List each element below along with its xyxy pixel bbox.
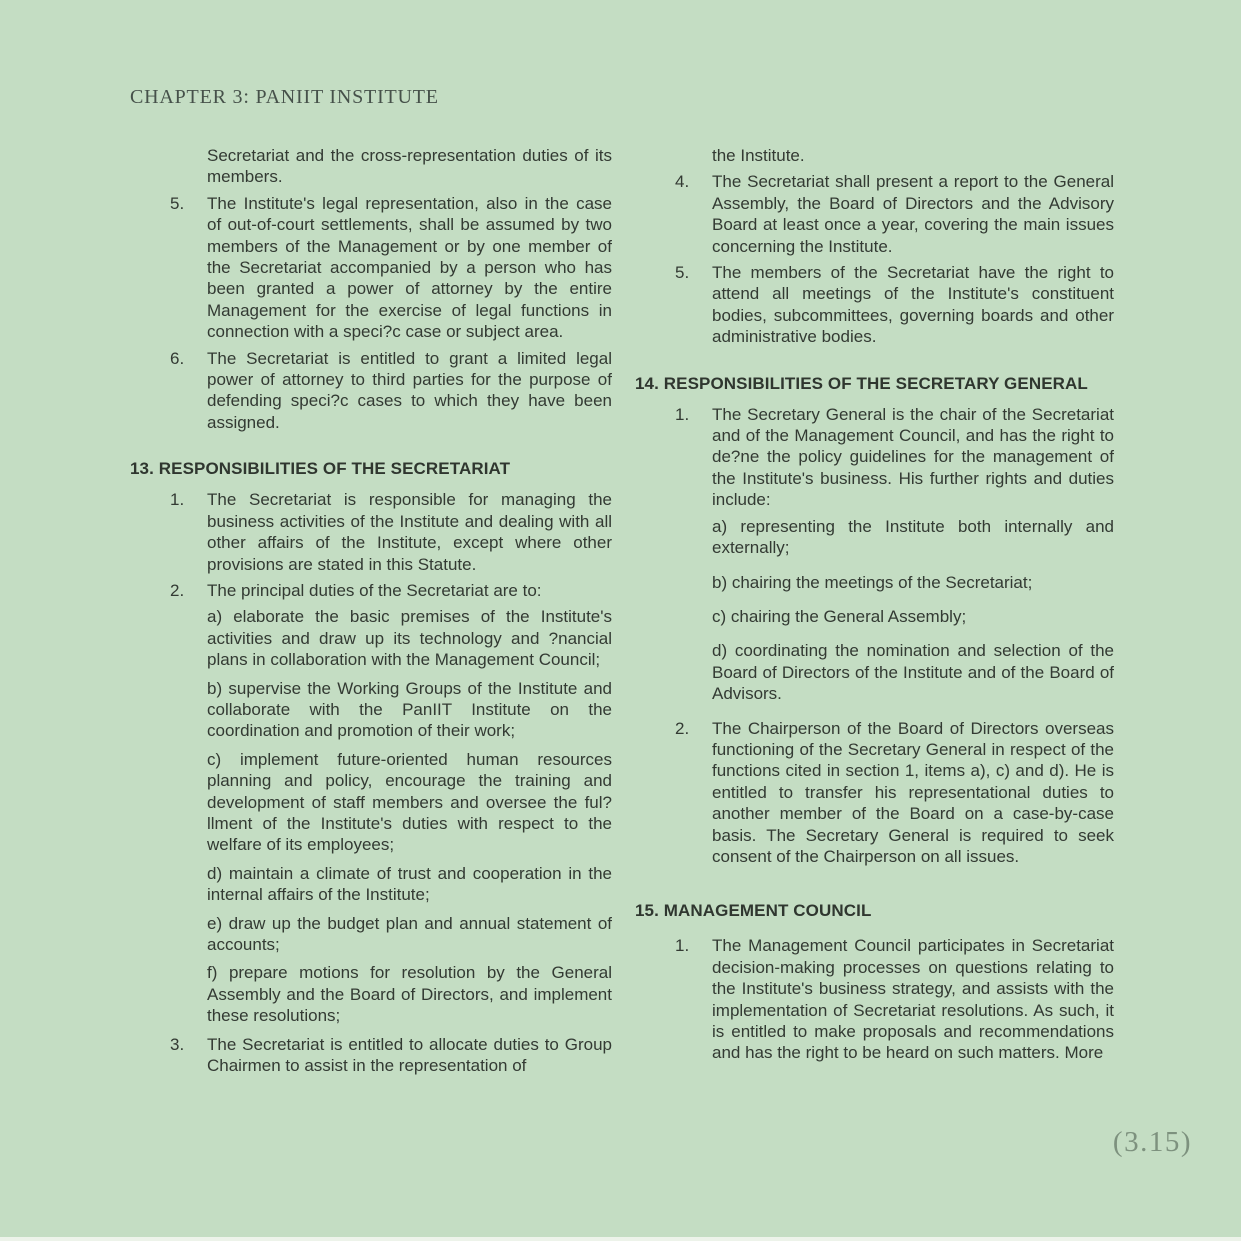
numbered-item bbox=[130, 1034, 612, 1077]
sub-item: a) representing the Institute both internally and externally; bbox=[712, 516, 1114, 558]
chapter-header: CHAPTER 3: PANIIT INSTITUTE bbox=[130, 86, 439, 108]
numbered-item bbox=[635, 935, 1114, 1063]
item-text: The Secretariat is entitled to allocate duties to Group Chairmen to assist in the representation of bbox=[207, 1034, 612, 1076]
item-number: 3. bbox=[170, 1034, 185, 1054]
page-bottom-edge bbox=[0, 1237, 1241, 1241]
item-text: The Institute's legal representation, also in the case of out-of-court settlements, shall be assumed by two members of the Management or by one member of the Secretariat accompanied by a person who has been granted a power of attorney by the entire Management for the exercise of legal functions in connection with a speci?c case or subject area. bbox=[207, 193, 612, 342]
item-text: The Secretariat shall present a report to the General Assembly, the Board of Directors and the Advisory Board at least once a year, covering the main issues concerning the Institute. bbox=[712, 172, 1114, 256]
sub-item: c) implement future-oriented human resources planning and policy, encourage the training and development of staff members and oversee the ful?llment of the Institute's duties with respect to the welfare of its employees; bbox=[207, 749, 612, 855]
numbered-item bbox=[130, 489, 612, 575]
sub-item: b) chairing the meetings of the Secretariat; bbox=[712, 572, 1033, 592]
section-heading: 15. MANAGEMENT COUNCIL bbox=[635, 901, 872, 921]
numbered-item bbox=[635, 718, 1114, 868]
item-text: The Secretariat is responsible for managing the business activities of the Institute and dealing with all other affairs of the Institute, except where other provisions are stated in this Statute. bbox=[207, 490, 612, 574]
item-number: 2. bbox=[675, 718, 690, 738]
numbered-item bbox=[130, 348, 612, 434]
item-text: The Chairperson of the Board of Directors overseas functioning of the Secretary General in respect of the functions cited in section 1, items a), c) and d). He is entitled to transfer his representational duties to another member of the Board on a case-by-case basis. The Secretary General is required to seek consent of the Chairperson on all issues. bbox=[712, 718, 1114, 866]
sub-item: e) draw up the budget plan and annual statement of accounts; bbox=[207, 913, 612, 954]
numbered-item bbox=[130, 580, 612, 601]
numbered-item bbox=[635, 262, 1114, 348]
left-column bbox=[130, 145, 612, 1081]
sub-item: c) chairing the General Assembly; bbox=[712, 606, 967, 626]
sub-item: d) maintain a climate of trust and cooperation in the internal affairs of the Institute; bbox=[207, 863, 612, 905]
numbered-item bbox=[635, 404, 1114, 511]
item-number: 6. bbox=[170, 348, 185, 368]
section-heading: 14. RESPONSIBILITIES OF THE SECRETARY GENERAL bbox=[635, 373, 1088, 393]
sub-item: b) supervise the Working Groups of the Institute and collaborate with the PanIIT Institute on the coordination and promotion of their work; bbox=[207, 678, 612, 741]
numbered-item bbox=[130, 193, 612, 343]
item-text: The Secretary General is the chair of the Secretariat and of the Management Council, and has the right to de?ne the policy guidelines for the management of the Institute's business. His further rights and duties include: bbox=[712, 404, 1114, 510]
sub-item: a) elaborate the basic premises of the Institute's activities and draw up its technology and ?nancial plans in collaboration with the Management Council; bbox=[207, 607, 612, 670]
continuation-paragraph: Secretariat and the cross-representation duties of its members. bbox=[207, 146, 612, 187]
section-heading: 13. RESPONSIBILITIES OF THE SECRETARIAT bbox=[130, 459, 511, 479]
item-text: The Secretariat is entitled to grant a limited legal power of attorney to third parties for the purpose of defending speci?c cases to which they have been assigned. bbox=[207, 348, 612, 432]
item-text: The Management Council participates in Secretariat decision-making processes on questions relating to the Institute's business strategy, and assists with the implementation of Secretariat resolutions. As such, it is entitled to make proposals and recommendations and has the right to be heard on such matters. More bbox=[712, 936, 1114, 1063]
item-number: 2. bbox=[170, 580, 185, 600]
sub-item: f) prepare motions for resolution by the General Assembly and the Board of Directors, and implement these resolutions; bbox=[207, 963, 612, 1026]
sub-item: d) coordinating the nomination and selection of the Board of Directors of the Institute and of the Board of Advisors. bbox=[712, 641, 1114, 704]
numbered-item bbox=[635, 171, 1114, 257]
right-column bbox=[635, 145, 1114, 1069]
continuation-paragraph: the Institute. bbox=[712, 146, 805, 165]
item-text: The principal duties of the Secretariat are to: bbox=[207, 580, 542, 600]
item-number: 5. bbox=[675, 263, 690, 283]
item-text: The members of the Secretariat have the right to attend all meetings of the Institute's constituent bodies, subcommittees, governing boards and other administrative bodies. bbox=[712, 263, 1114, 347]
page-number: (3.15) bbox=[1112, 1126, 1192, 1158]
item-number: 4. bbox=[675, 172, 690, 192]
item-number: 1. bbox=[675, 936, 690, 956]
item-number: 1. bbox=[675, 404, 690, 424]
item-number: 1. bbox=[170, 490, 185, 510]
item-number: 5. bbox=[170, 193, 185, 213]
